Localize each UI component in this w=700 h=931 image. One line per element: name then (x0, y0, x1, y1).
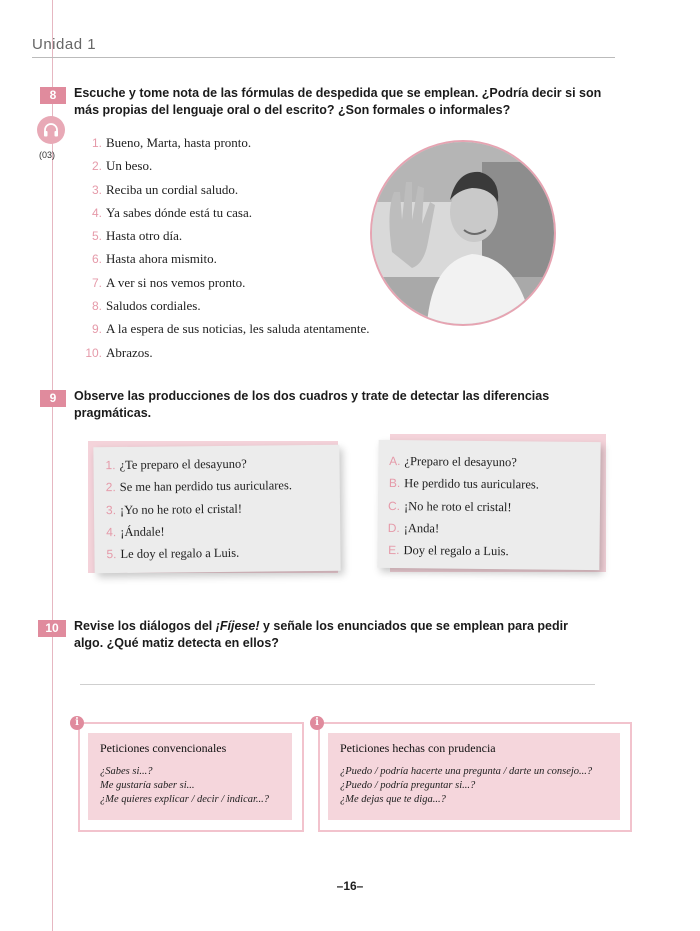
box-line: ¿Puedo / podría hacerte una pregunta / darte un consejo...? (340, 766, 593, 777)
list-item: 6. Hasta ahora mismito. (91, 251, 217, 267)
list-item: 4. Ya sabes dónde está tu casa. (91, 204, 252, 220)
box-title: Peticiones hechas con prudencia (340, 741, 496, 755)
list-item: 1. Bueno, Marta, hasta pronto. (91, 135, 252, 150)
headphones-icon[interactable] (37, 116, 65, 144)
exercise-10-number: 10 (38, 620, 66, 637)
utterance-item: 3. ¡Yo no he roto el cristal! (105, 501, 243, 517)
utterance-item: D. ¡Anda! (387, 520, 440, 536)
list-item: 8. Saludos cordiales. (91, 298, 201, 314)
utterance-item: A. ¿Preparo el desayuno? (389, 453, 517, 470)
card-utterances-lettered (377, 440, 600, 570)
card-utterances-numbered (93, 445, 340, 574)
list-item: 2. Un beso. (91, 158, 153, 174)
exercise-9-number: 9 (40, 390, 66, 407)
utterance-item: B. He perdido tus auriculares. (388, 476, 539, 492)
exercise-10-instruction: Revise los diálogos del ¡Fíjese! y señale los enunciados que se emplean para pedir algo. ¿Qué matiz detecta en ellos? (74, 619, 568, 650)
box-line: Me gustaría saber si... (100, 780, 195, 791)
box-line: ¿Me dejas que te diga...? (340, 794, 446, 805)
list-item: 5. Hasta otro día. (91, 228, 183, 244)
utterance-item: 1. ¿Te preparo el desayuno? (105, 456, 247, 473)
utterance-item: E. Doy el regalo a Luis. (388, 543, 509, 559)
exercise-8-instruction: Escuche y tome nota de las fórmulas de despedida que se emplean. ¿Podría decir si son más propias del lenguaje oral o del escrito? ¿Son formales o informales? (74, 86, 602, 117)
farewell-list (76, 131, 370, 364)
box-line: ¿Me quieres explicar / decir / indicar...? (100, 794, 270, 805)
box-line: ¿Sabes si...? (100, 766, 153, 777)
utterance-item: 5. Le doy el regalo a Luis. (106, 545, 240, 562)
list-item: 9. A la espera de sus noticias, les saluda atentamente. (91, 321, 370, 337)
info-icon: i (70, 716, 84, 730)
waving-man-photo (370, 140, 556, 326)
list-item: 3. Reciba un cordial saludo. (91, 181, 239, 197)
page-number: –16– (336, 879, 364, 893)
info-box-prudent (318, 722, 632, 832)
audio-track-number: (03) (39, 150, 56, 160)
list-item: 7. A ver si nos vemos pronto. (91, 274, 246, 290)
utterance-item: C. ¡No he roto el cristal! (387, 498, 512, 514)
exercise-8-number: 8 (40, 87, 66, 104)
box-line: ¿Puedo / podría preguntar si...? (340, 780, 476, 791)
list-item: 10. Abrazos. (85, 344, 153, 360)
utterance-item: 4. ¡Ándale! (106, 524, 165, 540)
header-rule (32, 57, 615, 58)
box-title: Peticiones convencionales (100, 741, 227, 755)
info-icon: i (310, 716, 324, 730)
info-box-conventional (78, 722, 304, 832)
unit-title: Unidad 1 (32, 36, 97, 53)
answer-line (80, 684, 595, 685)
utterance-item: 2. Se me han perdido tus auriculares. (105, 478, 293, 495)
exercise-9-instruction: Observe las producciones de los dos cuadros y trate de detectar las diferencias pragmáticas. (74, 389, 550, 420)
